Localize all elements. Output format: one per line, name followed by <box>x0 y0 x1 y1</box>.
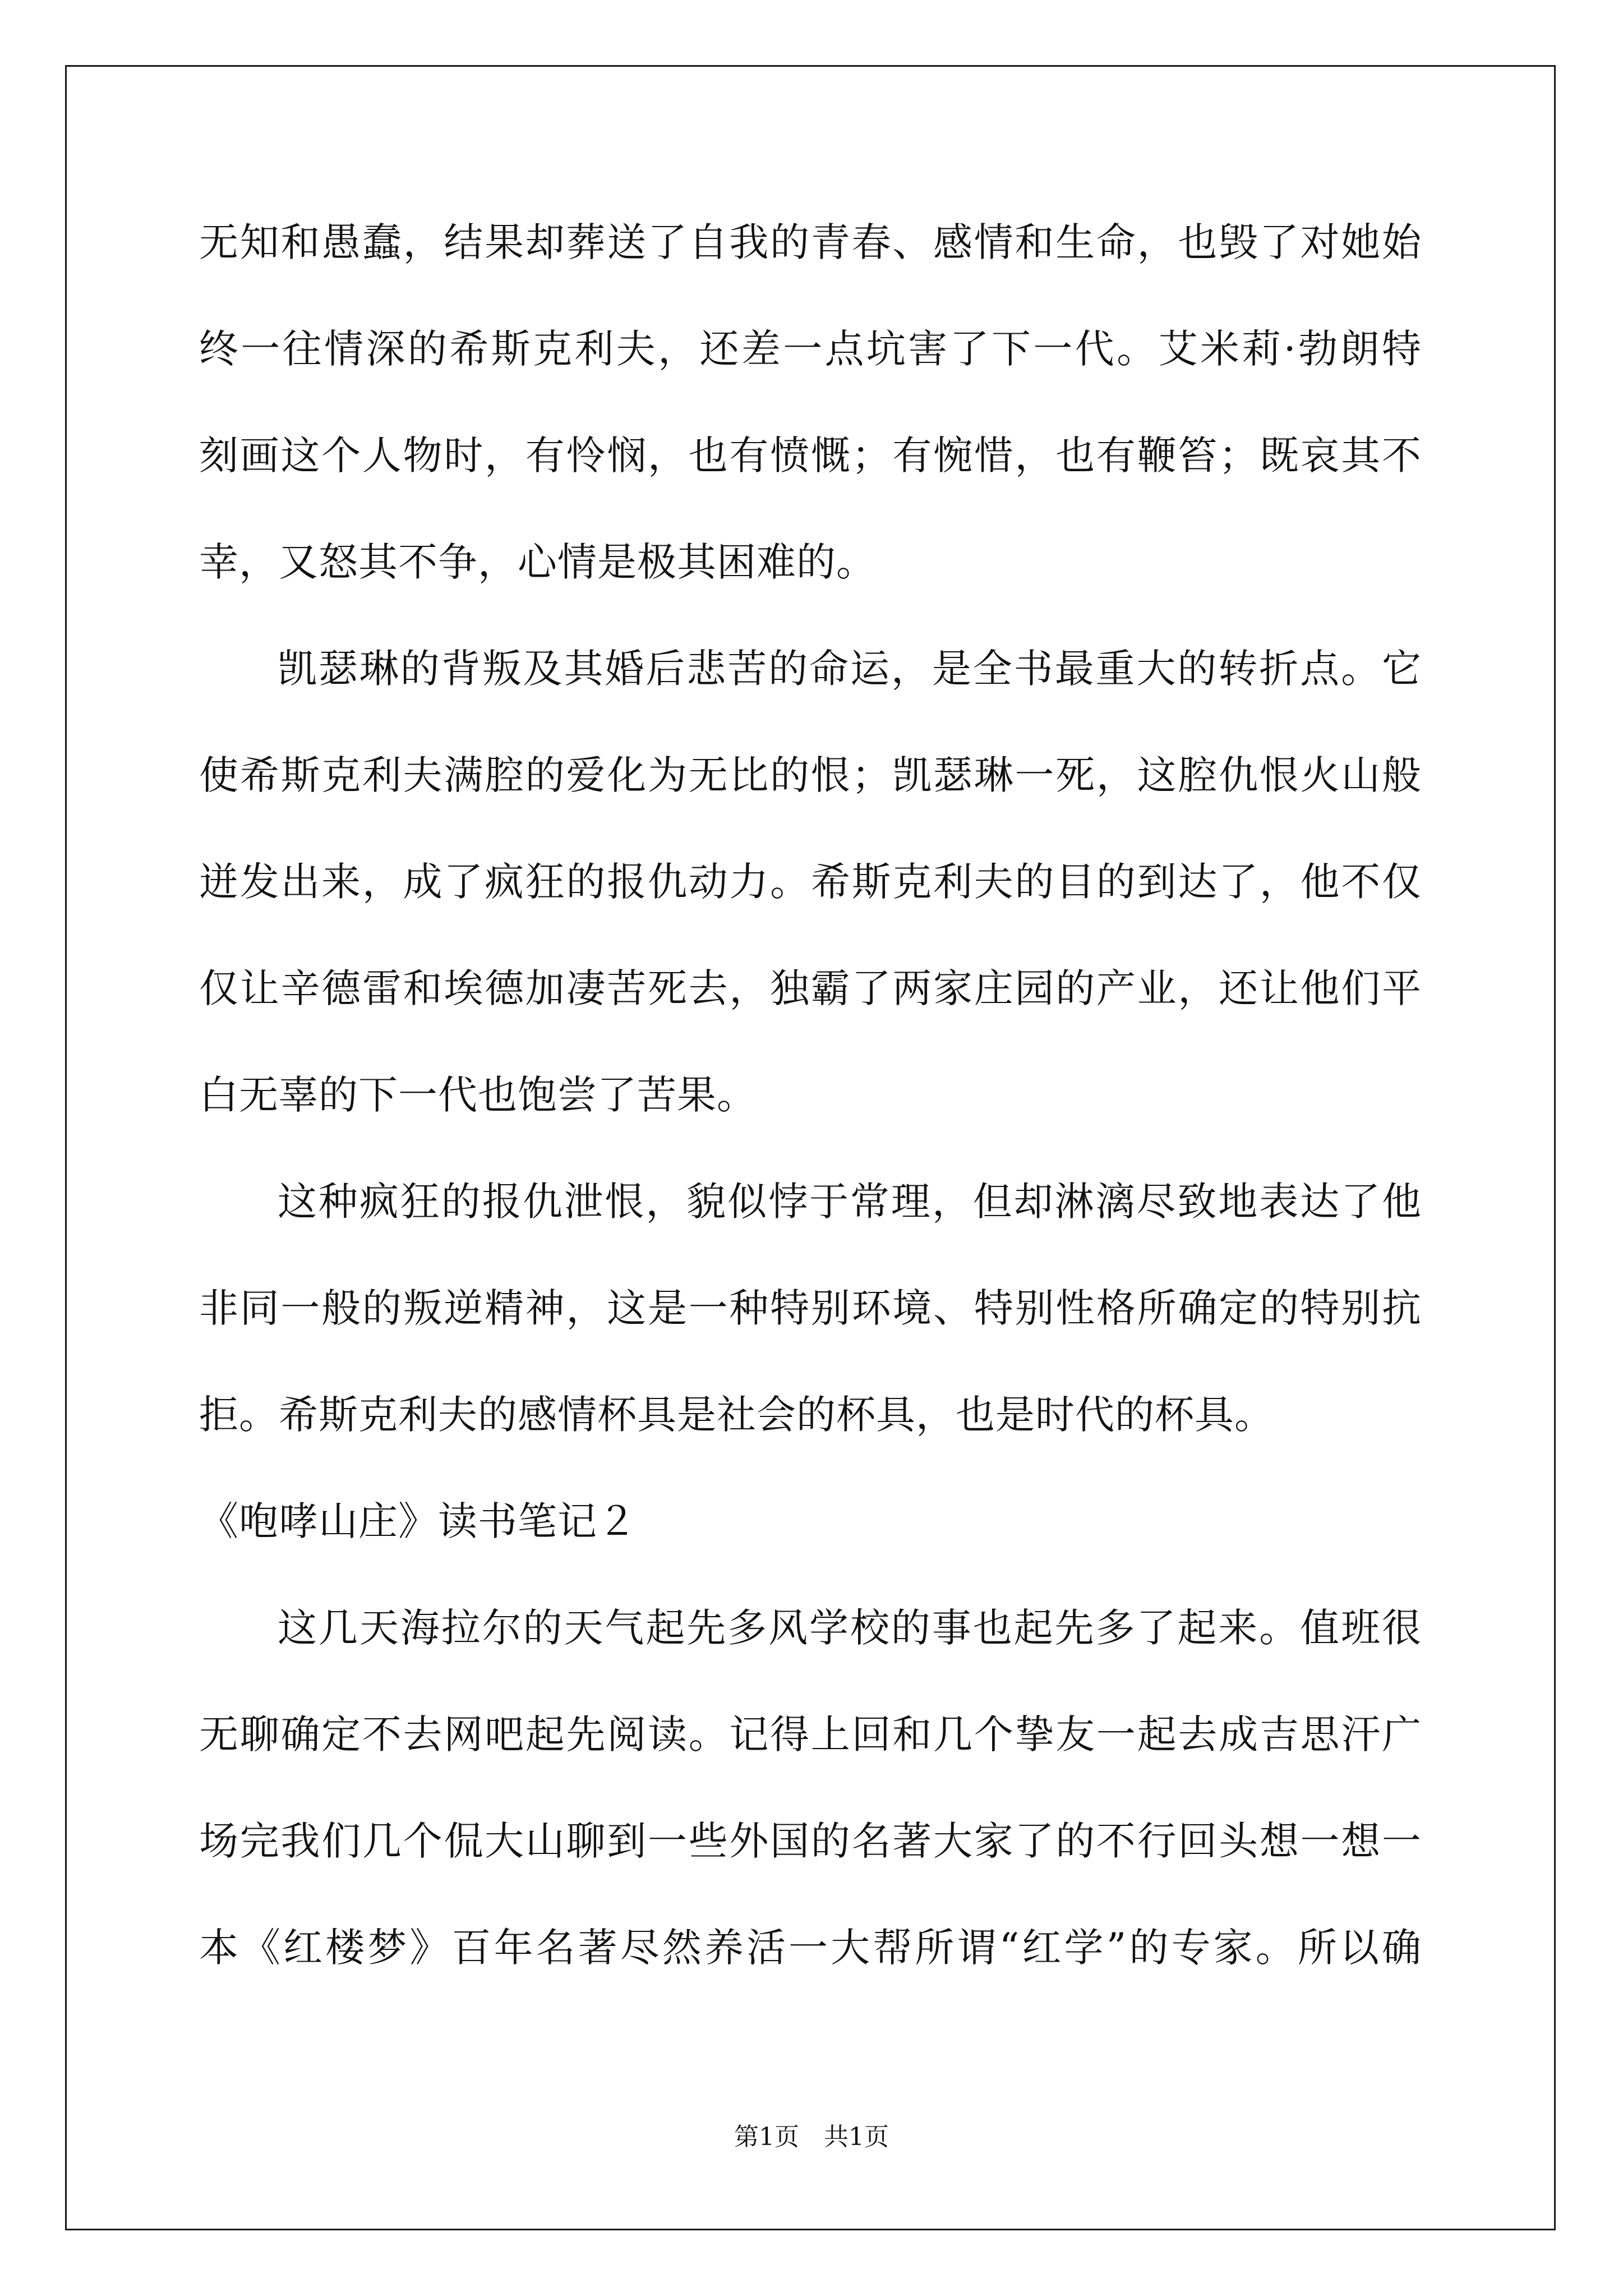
text-line: 场完我们几个侃大山聊到一些外国的名著大家了的不行回头想一想一 <box>199 1818 1422 1864</box>
page-border <box>65 65 1556 2230</box>
text-line: 终一往情深的希斯克利夫，还差一点坑害了下一代。艾米莉·勃朗特 <box>199 326 1422 372</box>
paragraph-first-line: 凯瑟琳的背叛及其婚后悲苦的命运，是全书最重大的转折点。它 <box>278 646 1422 692</box>
text-line: 拒。希斯克利夫的感情杯具是社会的杯具，也是时代的杯具。 <box>199 1392 1274 1438</box>
paragraph-first-line: 这种疯狂的报仇泄恨，貌似悖于常理，但却淋漓尽致地表达了他 <box>278 1179 1422 1225</box>
text-line: 刻画这个人物时，有怜悯，也有愤慨；有惋惜，也有鞭笞；既哀其不 <box>199 432 1422 478</box>
text-line: 白无辜的下一代也饱尝了苦果。 <box>199 1072 757 1118</box>
text-line: 仅让辛德雷和埃德加凄苦死去，独霸了两家庄园的产业，还让他们平 <box>199 965 1422 1011</box>
text-line: 使希斯克利夫满腔的爱化为无比的恨；凯瑟琳一死，这腔仇恨火山般 <box>199 752 1422 798</box>
text-line: 非同一般的叛逆精神，这是一种特别环境、特别性格所确定的特别抗 <box>199 1285 1422 1331</box>
text-line: 本《红楼梦》百年名著尽然养活一大帮所谓“红学”的专家。所以确 <box>199 1925 1422 1971</box>
text-line: 无聊确定不去网吧起先阅读。记得上回和几个挚友一起去成吉思汗广 <box>199 1711 1422 1757</box>
paragraph-first-line: 这几天海拉尔的天气起先多风学校的事也起先多了起来。值班很 <box>278 1605 1422 1651</box>
text-line: 迸发出来，成了疯狂的报仇动力。希斯克利夫的目的到达了，他不仅 <box>199 859 1422 905</box>
section-heading: 《咆哮山庄》读书笔记２ <box>199 1498 637 1544</box>
text-line: 无知和愚蠢，结果却葬送了自我的青春、感情和生命，也毁了对她始 <box>199 219 1422 265</box>
text-line: 幸，又怒其不争，心情是极其困难的。 <box>199 539 876 585</box>
page-number-footer: 第1页 共1页 <box>734 2123 889 2151</box>
